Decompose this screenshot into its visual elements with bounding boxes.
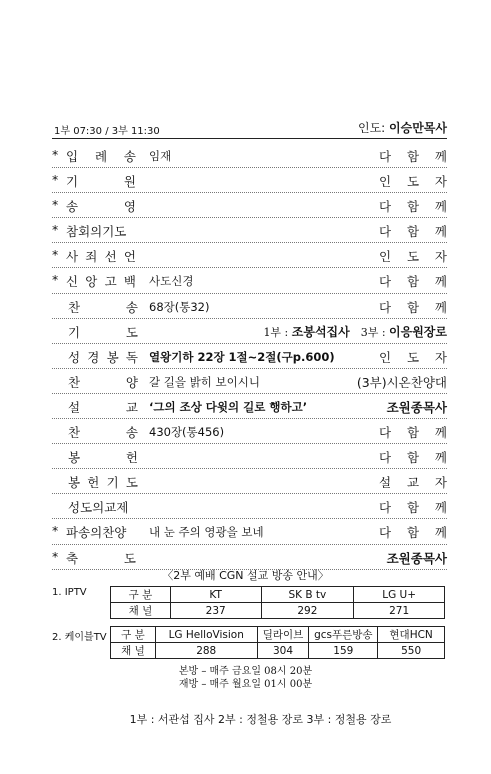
cable-table [110, 626, 445, 659]
worship-content: 열왕기하 22장 1절~2절(구p.600) [149, 349, 335, 364]
order-of-worship [52, 143, 447, 570]
table-cell: LG HelloVision [155, 627, 257, 643]
worship-leader: 다 함 께 [379, 450, 447, 466]
worship-leader: 다 함 께 [379, 525, 447, 541]
table-cell: 구 분 [111, 587, 171, 603]
worship-content: 68장(통32) [149, 299, 210, 314]
table-row [111, 587, 445, 603]
table-cell: 304 [257, 643, 309, 659]
table-cell: 237 [170, 603, 261, 619]
worship-item: 기 도 [68, 324, 138, 340]
worship-row [52, 268, 447, 293]
worship-leader: 조원종목사 [386, 399, 447, 415]
worship-item: 성 경 봉 독 [68, 349, 138, 365]
worship-row [52, 419, 447, 444]
worship-row [52, 193, 447, 218]
worship-row [52, 369, 447, 394]
worship-leader: 다 함 께 [379, 425, 447, 441]
table-cell: gcs푸른방송 [309, 627, 378, 643]
broadcast-title: 〈2부 예배 CGN 설교 방송 안내〉 [162, 569, 329, 582]
worship-row [52, 319, 447, 344]
worship-row [52, 294, 447, 319]
worship-row [52, 243, 447, 268]
worship-item: 찬 양 [68, 374, 138, 390]
service-times: 1부 07:30 / 3부 11:30 [54, 126, 160, 137]
officiant-name: 이승만목사 [389, 121, 447, 135]
cable-label: 2. 케이블TV [52, 632, 107, 643]
premiere-note: 본방 – 매주 금요일 08시 20분 [178, 666, 313, 677]
table-cell: 딜라이브 [257, 627, 309, 643]
table-cell: 현대HCN [378, 627, 445, 643]
worship-leader: 다 함 께 [379, 299, 447, 315]
worship-leader: 인 도 자 [379, 249, 447, 265]
standing-mark: * [52, 222, 59, 238]
table-cell: LG U+ [354, 587, 445, 603]
worship-row [52, 545, 447, 570]
prayer-leaders: 1부 : 조봉석집사 3부 : 이응원장로 [263, 324, 447, 339]
table-cell: 288 [155, 643, 257, 659]
worship-item: 사 죄 선 언 [66, 249, 136, 265]
worship-item: 송 영 [66, 199, 136, 215]
broadcast-schedule [0, 665, 491, 691]
worship-leader: 다 함 께 [379, 199, 447, 215]
officiant: 인도: 이승만목사 [357, 121, 447, 135]
table-row [111, 603, 445, 619]
worship-item: 봉 헌 기 도 [68, 475, 138, 491]
worship-row [52, 168, 447, 193]
worship-item: 설 교 [68, 399, 138, 415]
table-cell: 채 널 [111, 603, 171, 619]
table-cell: 550 [378, 643, 445, 659]
worship-content: 갈 길을 밝히 보이시니 [149, 374, 260, 389]
standing-mark: * [52, 548, 59, 564]
worship-row [52, 519, 447, 544]
standing-mark: * [52, 272, 59, 288]
standing-mark: * [52, 247, 59, 263]
table-row [111, 627, 445, 643]
worship-leader: 다 함 께 [379, 500, 447, 516]
worship-item: 입 례 송 [66, 149, 136, 164]
standing-mark: * [52, 147, 59, 162]
header [52, 118, 447, 139]
worship-leader: 조원종목사 [386, 550, 447, 566]
worship-item: 축 도 [66, 550, 136, 566]
table-cell: SK B tv [261, 587, 354, 603]
standing-mark: * [52, 197, 59, 213]
worship-leader: 다 함 께 [379, 224, 447, 240]
worship-content: 사도신경 [149, 274, 194, 289]
worship-content: 임재 [149, 149, 172, 163]
worship-content: ‘그의 조상 다윗의 길로 행하고’ [149, 399, 308, 414]
worship-item: 파송의찬양 [66, 525, 127, 541]
table-cell: 채 널 [111, 643, 156, 659]
worship-row [52, 394, 447, 419]
worship-row [52, 494, 447, 519]
worship-leader: (3부)시온찬양대 [356, 374, 447, 390]
worship-item: 신 앙 고 백 [66, 274, 136, 290]
worship-row [52, 344, 447, 369]
worship-content: 430장(통456) [149, 425, 225, 440]
worship-content: 내 눈 주의 영광을 보네 [149, 525, 264, 540]
standing-mark: * [52, 523, 59, 539]
rerun-note: 재방 – 매주 월요일 01시 00분 [178, 679, 313, 690]
worship-item: 찬 송 [68, 425, 138, 441]
standing-mark: * [52, 172, 59, 188]
iptv-label: 1. IPTV [52, 587, 87, 598]
worship-item: 참회의기도 [66, 224, 127, 240]
worship-row [52, 143, 447, 168]
worship-leader: 다 함 께 [379, 274, 447, 290]
worship-leader: 다 함 께 [379, 149, 447, 164]
table-cell: 292 [261, 603, 354, 619]
worship-row [52, 218, 447, 243]
footer-prayers: 1부 : 서관섭 집사 2부 : 정철용 장로 3부 : 정철용 장로 [129, 713, 392, 726]
worship-item: 찬 송 [68, 299, 138, 315]
iptv-table [110, 586, 445, 619]
worship-item: 성도의교제 [68, 500, 129, 516]
worship-row [52, 469, 447, 494]
table-cell: 159 [309, 643, 378, 659]
table-cell: 구 분 [111, 627, 156, 643]
table-cell: KT [170, 587, 261, 603]
worship-item: 봉 헌 [68, 450, 138, 466]
worship-item: 기 원 [66, 174, 136, 190]
table-row [111, 643, 445, 659]
table-cell: 271 [354, 603, 445, 619]
worship-leader: 설 교 자 [379, 475, 447, 491]
worship-row [52, 444, 447, 469]
worship-leader: 인 도 자 [379, 349, 447, 365]
worship-leader: 인 도 자 [379, 174, 447, 190]
